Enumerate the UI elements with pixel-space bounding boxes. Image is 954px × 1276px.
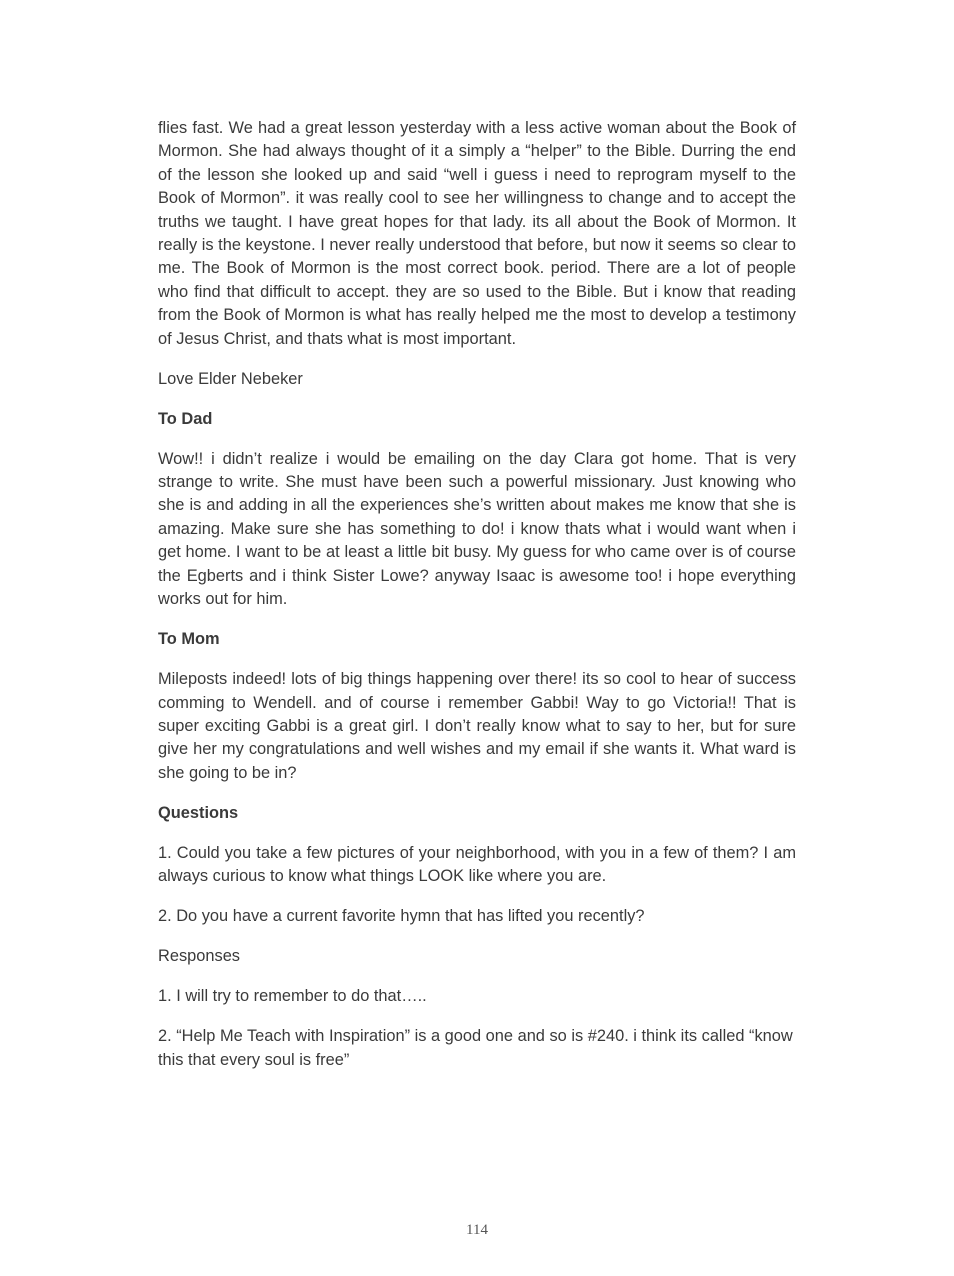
to-dad-paragraph: Wow!! i didn’t realize i would be emailing on the day Clara got home. That is very strange to write. She must have been such a powerful missionary. Just knowing who she is and adding in all the experiences she’s written about makes me know that she is amazing. Make sure she has something to do! i know thats what i would want when i get home. I want to be at least a little bit busy. My guess for who came over is of course the Egberts and i think Sister Lowe? anyway Isaac is awesome too! i hope everything works out for him. [158, 449, 796, 609]
questions-heading: Questions [158, 803, 239, 822]
page-content [158, 117, 796, 1089]
to-mom-paragraph: Mileposts indeed! lots of big things happening over there! its so cool to hear of success comming to Wendell. and of course i remember Gabbi! Way to go Victoria!! That is super exciting Gabbi is a great girl. I don’t really know what to say to her, but for sure give her my congratulations and well wishes and my email if she wants it. What ward is she going to be in? [158, 670, 796, 782]
intro-paragraph: flies fast. We had a great lesson yesterday with a less active woman about the Book of Mormon. She had always thought of it a simply a “helper” to the Bible. Durring the end of the lesson she looked up and said “well i guess i need to reprogram myself to the Book of Mormon”. it was really cool to see her willingness to change and to accept the truths we taught. I have great hopes for that lady. its all about the Book of Mormon. It really is the keystone. I never really understood that before, but now it seems so clear to me. The Book of Mormon is the most correct book. period. There are a lot of people who find that difficult to accept. they are so used to the Bible. But i know that reading from the Book of Mormon is what has really helped me the most to develop a testimony of Jesus Christ, and thats what is most important. [158, 119, 796, 348]
signoff-line: Love Elder Nebeker [158, 369, 303, 388]
question-2: 2. Do you have a current favorite hymn that has lifted you recently? [158, 907, 645, 926]
to-dad-heading: To Dad [158, 409, 213, 428]
question-1: 1. Could you take a few pictures of your neighborhood, with you in a few of them? I am always curious to know what things LOOK like where you are. [158, 843, 796, 886]
responses-heading: Responses [158, 947, 241, 966]
page-number: 114 [466, 1222, 488, 1238]
to-mom-heading: To Mom [158, 630, 220, 649]
response-1: 1. I will try to remember to do that….. [158, 987, 427, 1006]
response-2: 2. “Help Me Teach with Inspiration” is a good one and so is #240. i think its called “know this that every soul is free” [158, 1027, 793, 1069]
